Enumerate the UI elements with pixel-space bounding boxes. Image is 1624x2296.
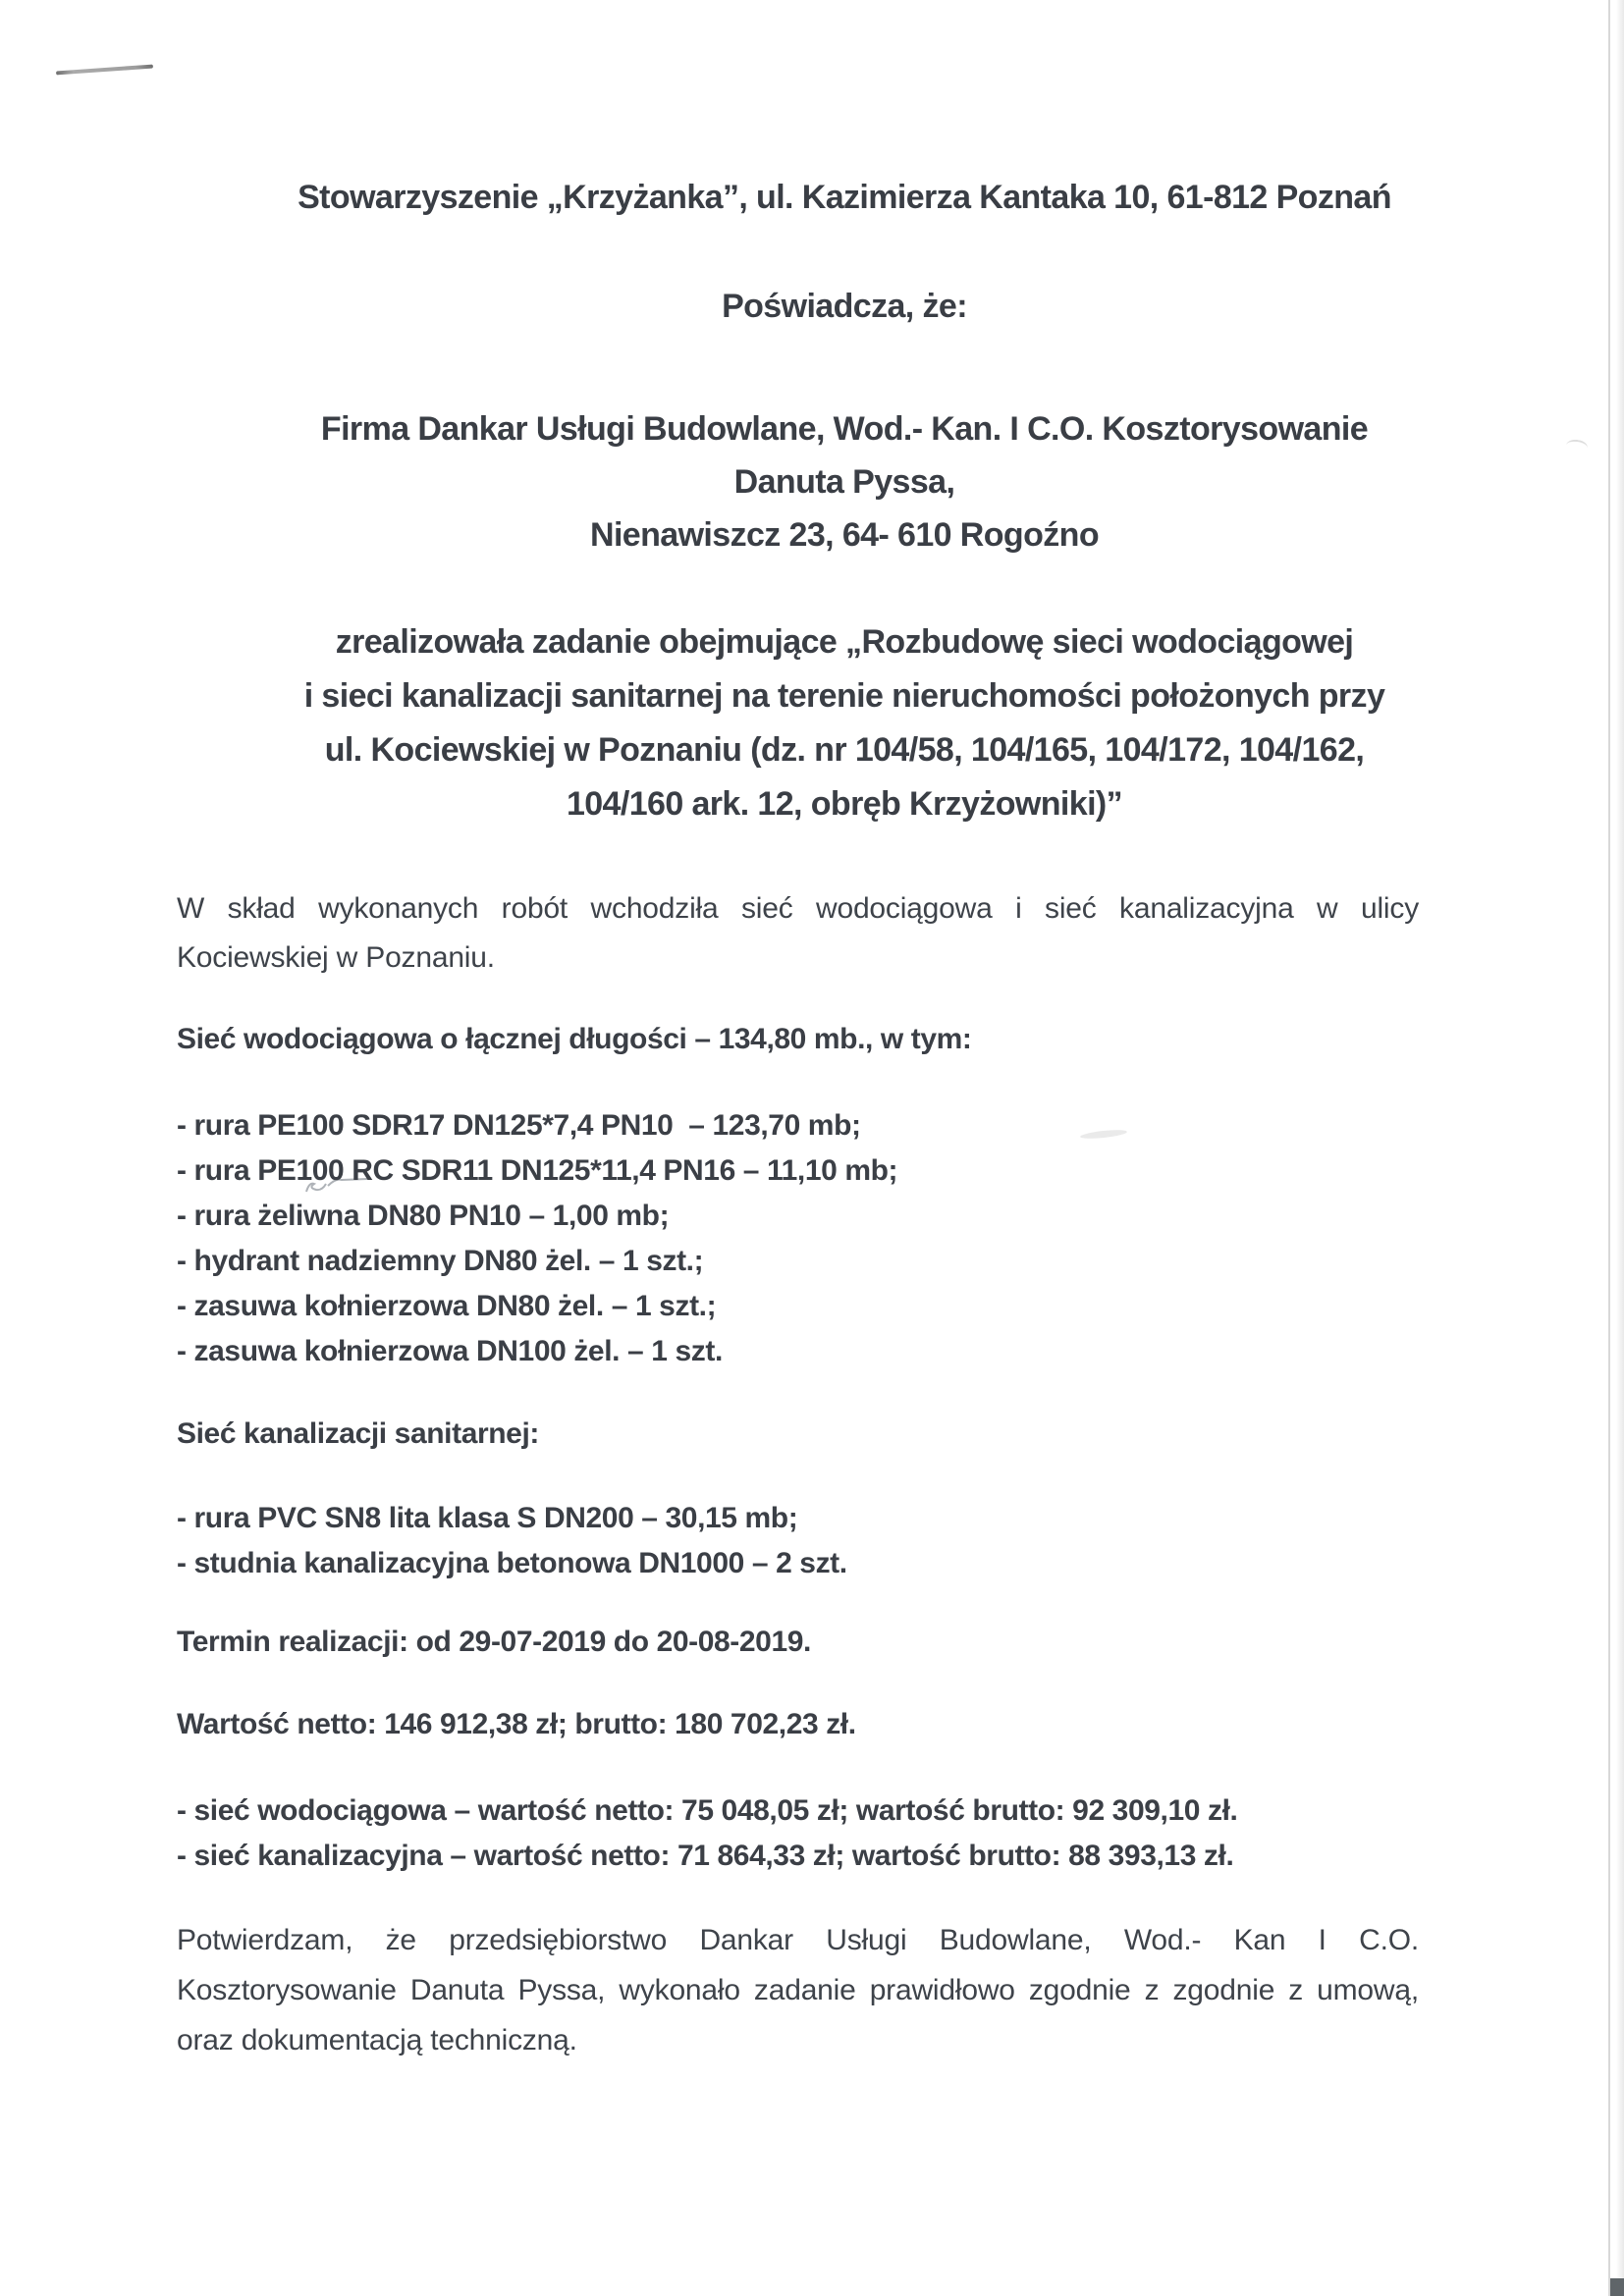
task-line-3: ul. Kociewskiej w Poznaniu (dz. nr 104/58, 104/165, 104/172, 104/162, [324,731,1365,769]
scan-pen-line-artifact [56,65,153,76]
water-item: - hydrant nadziemny DN80 żel. – 1 szt.; [177,1245,704,1277]
sewage-network-items [177,1496,1419,1586]
sewage-item: - studnia kanalizacyjna betonowa DN1000 – 2 szt. [177,1547,847,1579]
scan-curl-artifact [1565,439,1589,455]
intro-paragraph [177,884,1419,983]
scan-edge-line-artifact [1608,0,1610,2296]
water-item: - rura żeliwna DN80 PN10 – 1,00 mb; [177,1200,670,1232]
intro-line-2: Kociewskiej w Poznaniu. [177,941,495,974]
value-items [177,1789,1419,1879]
value-line: Wartość netto: 146 912,38 zł; brutto: 180 702,23 zł. [177,1708,856,1740]
task-line-2: i sieci kanalizacji sanitarnej na terenie nieruchomości położonych przy [303,677,1385,715]
task-line-1: zrealizowała zadanie obejmujące „Rozbudowę sieci wodociągowej [335,623,1354,661]
company-block [177,402,1419,561]
company-name-line: Firma Dankar Usługi Budowlane, Wod.- Kan. I C.O. Kosztorysowanie [320,410,1369,448]
sewage-network-heading: Sieć kanalizacji sanitarnej: [177,1417,539,1450]
task-line-4: 104/160 ark. 12, obręb Krzyżowniki)” [566,785,1123,823]
certifies-line: Poświadcza, że: [722,288,967,325]
sewage-item: - rura PVC SN8 lita klasa S DN200 – 30,15 mb; [177,1502,798,1534]
water-network-heading: Sieć wodociągowa o łącznej długości – 134,80 mb., w tym: [177,1023,972,1055]
value-item: - sieć wodociągowa – wartość netto: 75 048,05 zł; wartość brutto: 92 309,10 zł. [177,1794,1238,1827]
confirmation-line-3: oraz dokumentacją techniczną. [177,2024,577,2056]
company-address-line: Nienawiszcz 23, 64- 610 Rogoźno [589,516,1099,554]
value-item: - sieć kanalizacyjna – wartość netto: 71 864,33 zł; wartość brutto: 88 393,13 zł. [177,1840,1234,1872]
term-line: Termin realizacji: od 29-07-2019 do 20-08-2019. [177,1626,811,1658]
company-owner-line: Danuta Pyssa, [733,463,955,501]
water-item: - zasuwa kołnierzowa DN100 żel. – 1 szt. [177,1335,723,1367]
scan-corner-mark-artifact [1610,2278,1624,2296]
water-network-items [177,1103,1419,1374]
task-block [177,615,1419,831]
confirmation-line-2: Kosztorysowanie Danuta Pyssa, wykonało zadanie prawidłowo zgodnie z zgodnie z umową, [177,1974,1419,2006]
scan-edge-shade-artifact [1616,0,1624,2296]
confirmation-paragraph [177,1915,1419,2065]
intro-line-1: W skład wykonanych robót wchodziła sieć wodociągowa i sieć kanalizacyjna w ulicy [177,892,1419,925]
water-item: - rura PE100 RC SDR11 DN125*11,4 PN16 – 11,10 mb; [177,1154,898,1187]
water-item: - zasuwa kołnierzowa DN80 żel. – 1 szt.; [177,1290,717,1322]
water-item: - rura PE100 SDR17 DN125*7,4 PN10 – 123,70 mb; [177,1109,861,1142]
issuer-line: Stowarzyszenie „Krzyżanka”, ul. Kazimierza Kantaka 10, 61-812 Poznań [298,179,1391,216]
confirmation-line-1: Potwierdzam, że przedsiębiorstwo Dankar Usługi Budowlane, Wod.- Kan I C.O. [177,1924,1419,1956]
